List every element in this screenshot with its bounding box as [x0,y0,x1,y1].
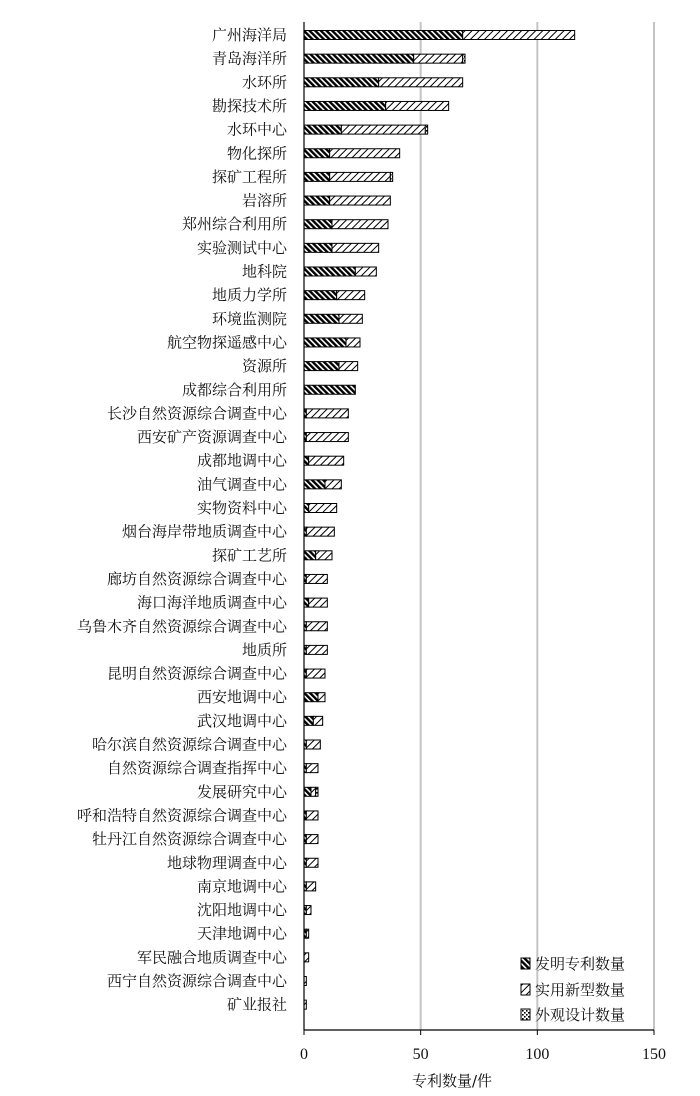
bar-segment-series-1 [304,551,316,560]
legend-swatch-utility [521,984,530,995]
bar-segment-series-2 [330,172,391,181]
bar-segment-series-3 [390,172,392,181]
bar-segment-series-2 [306,811,318,820]
category-label: 实验测试中心 [196,238,287,257]
bar-segment-series-1 [304,196,330,205]
category-label: 油气调查中心 [196,475,287,494]
bar-segment-series-2 [355,267,376,276]
category-label: 烟台海岸带地质调查中心 [121,522,287,541]
bar-segment-series-1 [304,125,341,134]
bar-segment-series-1 [304,787,311,796]
bar-segment-series-2 [332,220,388,229]
bar-segment-series-1 [304,291,337,300]
bar-segment-series-1 [304,456,309,465]
bar-segment-series-2 [309,504,337,513]
bar-segment-series-2 [339,362,358,371]
bar-segment-series-3 [463,54,465,63]
category-label: 物化探所 [226,144,287,163]
bar-segment-series-2 [325,480,341,489]
category-label: 地科院 [241,262,287,281]
bar-segment-series-1 [304,716,313,725]
bar-segment-series-2 [379,78,463,87]
category-label: 长沙自然资源综合调查中心 [106,404,287,423]
category-label: 牡丹江自然资源综合调查中心 [91,830,287,849]
category-label: 青岛海洋所 [211,49,287,68]
category-label: 郑州综合利用所 [181,215,287,234]
bar-segment-series-2 [306,929,308,938]
bar-segment-series-1 [304,54,414,63]
bar-segment-series-2 [316,551,332,560]
category-label: 成都地调中心 [196,451,287,470]
bar-segment-series-2 [306,740,320,749]
bar-segment-series-2 [346,338,360,347]
category-label: 勘探技术所 [211,96,287,115]
category-label: 廊坊自然资源综合调查中心 [106,569,287,588]
bar-segment-series-2 [309,456,344,465]
bar-segment-series-1 [304,504,309,513]
category-label: 西安矿产资源调查中心 [136,428,287,447]
x-axis-title: 专利数量/件 [411,1072,493,1090]
category-label: 地质所 [241,640,287,659]
bar-segment-series-2 [330,196,391,205]
x-tick-label: 100 [525,1046,550,1063]
category-label: 实物资料中心 [196,499,287,517]
bar-segment-series-2 [330,149,400,158]
category-label: 地质力学所 [211,286,287,305]
legend-label-invention: 发明专利数量 [535,955,626,973]
bar-segment-series-1 [304,31,463,40]
bar-segment-series-2 [306,574,327,583]
bar-segment-series-2 [304,953,309,962]
bar-segment-series-2 [463,31,575,40]
category-label: 自然资源综合调查指挥中心 [106,759,287,778]
bar-segment-series-1 [304,693,318,702]
legend-label-utility: 实用新型数量 [535,981,626,999]
bar-segment-series-1 [304,267,355,276]
bar-segment-series-2 [341,125,425,134]
category-label: 广州海洋局 [211,26,287,44]
bar-segment-series-2 [306,835,318,844]
bar-segment-series-1 [304,101,386,110]
bar-segment-series-1 [304,220,332,229]
bar-segment-series-3 [425,125,427,134]
bar-segment-series-2 [306,527,334,536]
bar-segment-series-1 [304,149,330,158]
category-label: 昆明自然资源综合调查中心 [106,664,287,683]
bar-segment-series-2 [306,669,325,678]
x-tick-label: 50 [412,1046,429,1063]
x-tick-label: 150 [642,1046,666,1063]
category-label: 探矿工程所 [211,167,287,186]
bar-segment-series-2 [306,764,318,773]
bar-segment-series-2 [309,598,328,607]
bar-segment-series-2 [332,243,379,252]
category-label: 西宁自然资源综合调查中心 [106,972,287,990]
category-label: 乌鲁木齐自然资源综合调查中心 [76,617,287,636]
category-label: 海口海洋地质调查中心 [136,593,287,612]
category-label: 水环所 [241,73,287,92]
category-label: 矿业报社 [226,995,287,1014]
bar-segment-series-3 [316,787,318,796]
category-label: 呼和浩特自然资源综合调查中心 [76,806,287,825]
category-labels [77,26,288,1014]
category-label: 西安地调中心 [196,688,287,707]
bar-segment-series-1 [304,243,332,252]
bar-segment-series-1 [304,78,379,87]
bar-segment-series-2 [337,291,365,300]
legend-swatch-invention [521,958,530,969]
bars [304,31,575,1010]
category-label: 成都综合利用所 [181,380,287,399]
bar-segment-series-2 [339,314,362,323]
bar-segment-series-1 [304,172,330,181]
gridlines [421,22,654,1030]
bar-segment-series-2 [313,716,322,725]
category-label: 军民融合地质调查中心 [136,948,287,967]
legend-label-design: 外观设计数量 [535,1006,626,1024]
bar-segment-series-2 [306,906,311,915]
bar-segment-series-1 [304,598,309,607]
bar-segment-series-2 [311,787,316,796]
bar-segment-series-1 [304,385,355,394]
x-tick-label: 0 [300,1046,308,1063]
legend-swatch-design [521,1009,530,1020]
bar-segment-series-2 [306,433,348,442]
category-label: 沈阳地调中心 [196,901,287,920]
legend [521,955,625,1024]
category-label: 南京地调中心 [196,877,287,896]
category-label: 岩溶所 [241,191,287,210]
category-label: 资源所 [241,357,287,376]
bar-segment-series-1 [304,362,339,371]
category-label: 天津地调中心 [196,924,287,943]
category-label: 哈尔滨自然资源综合调查中心 [91,735,287,754]
bar-segment-series-2 [414,54,463,63]
bar-segment-series-1 [304,480,325,489]
bar-segment-series-2 [306,645,327,654]
bar-segment-series-2 [306,409,348,418]
bar-segment-series-1 [304,338,346,347]
category-label: 航空物探遥感中心 [166,333,287,352]
category-label: 探矿工艺所 [211,546,287,565]
category-label: 环境监测院 [211,309,287,328]
bar-segment-series-2 [386,101,449,110]
bar-segment-series-1 [304,314,339,323]
bar-segment-series-2 [306,882,315,891]
bar-segment-series-2 [306,858,318,867]
bar-segment-series-2 [318,693,325,702]
bar-segment-series-2 [306,622,327,631]
category-label: 水环中心 [226,120,287,139]
category-label: 武汉地调中心 [196,711,287,730]
category-label: 地球物理调查中心 [166,853,287,872]
category-label: 发展研究中心 [196,782,287,801]
